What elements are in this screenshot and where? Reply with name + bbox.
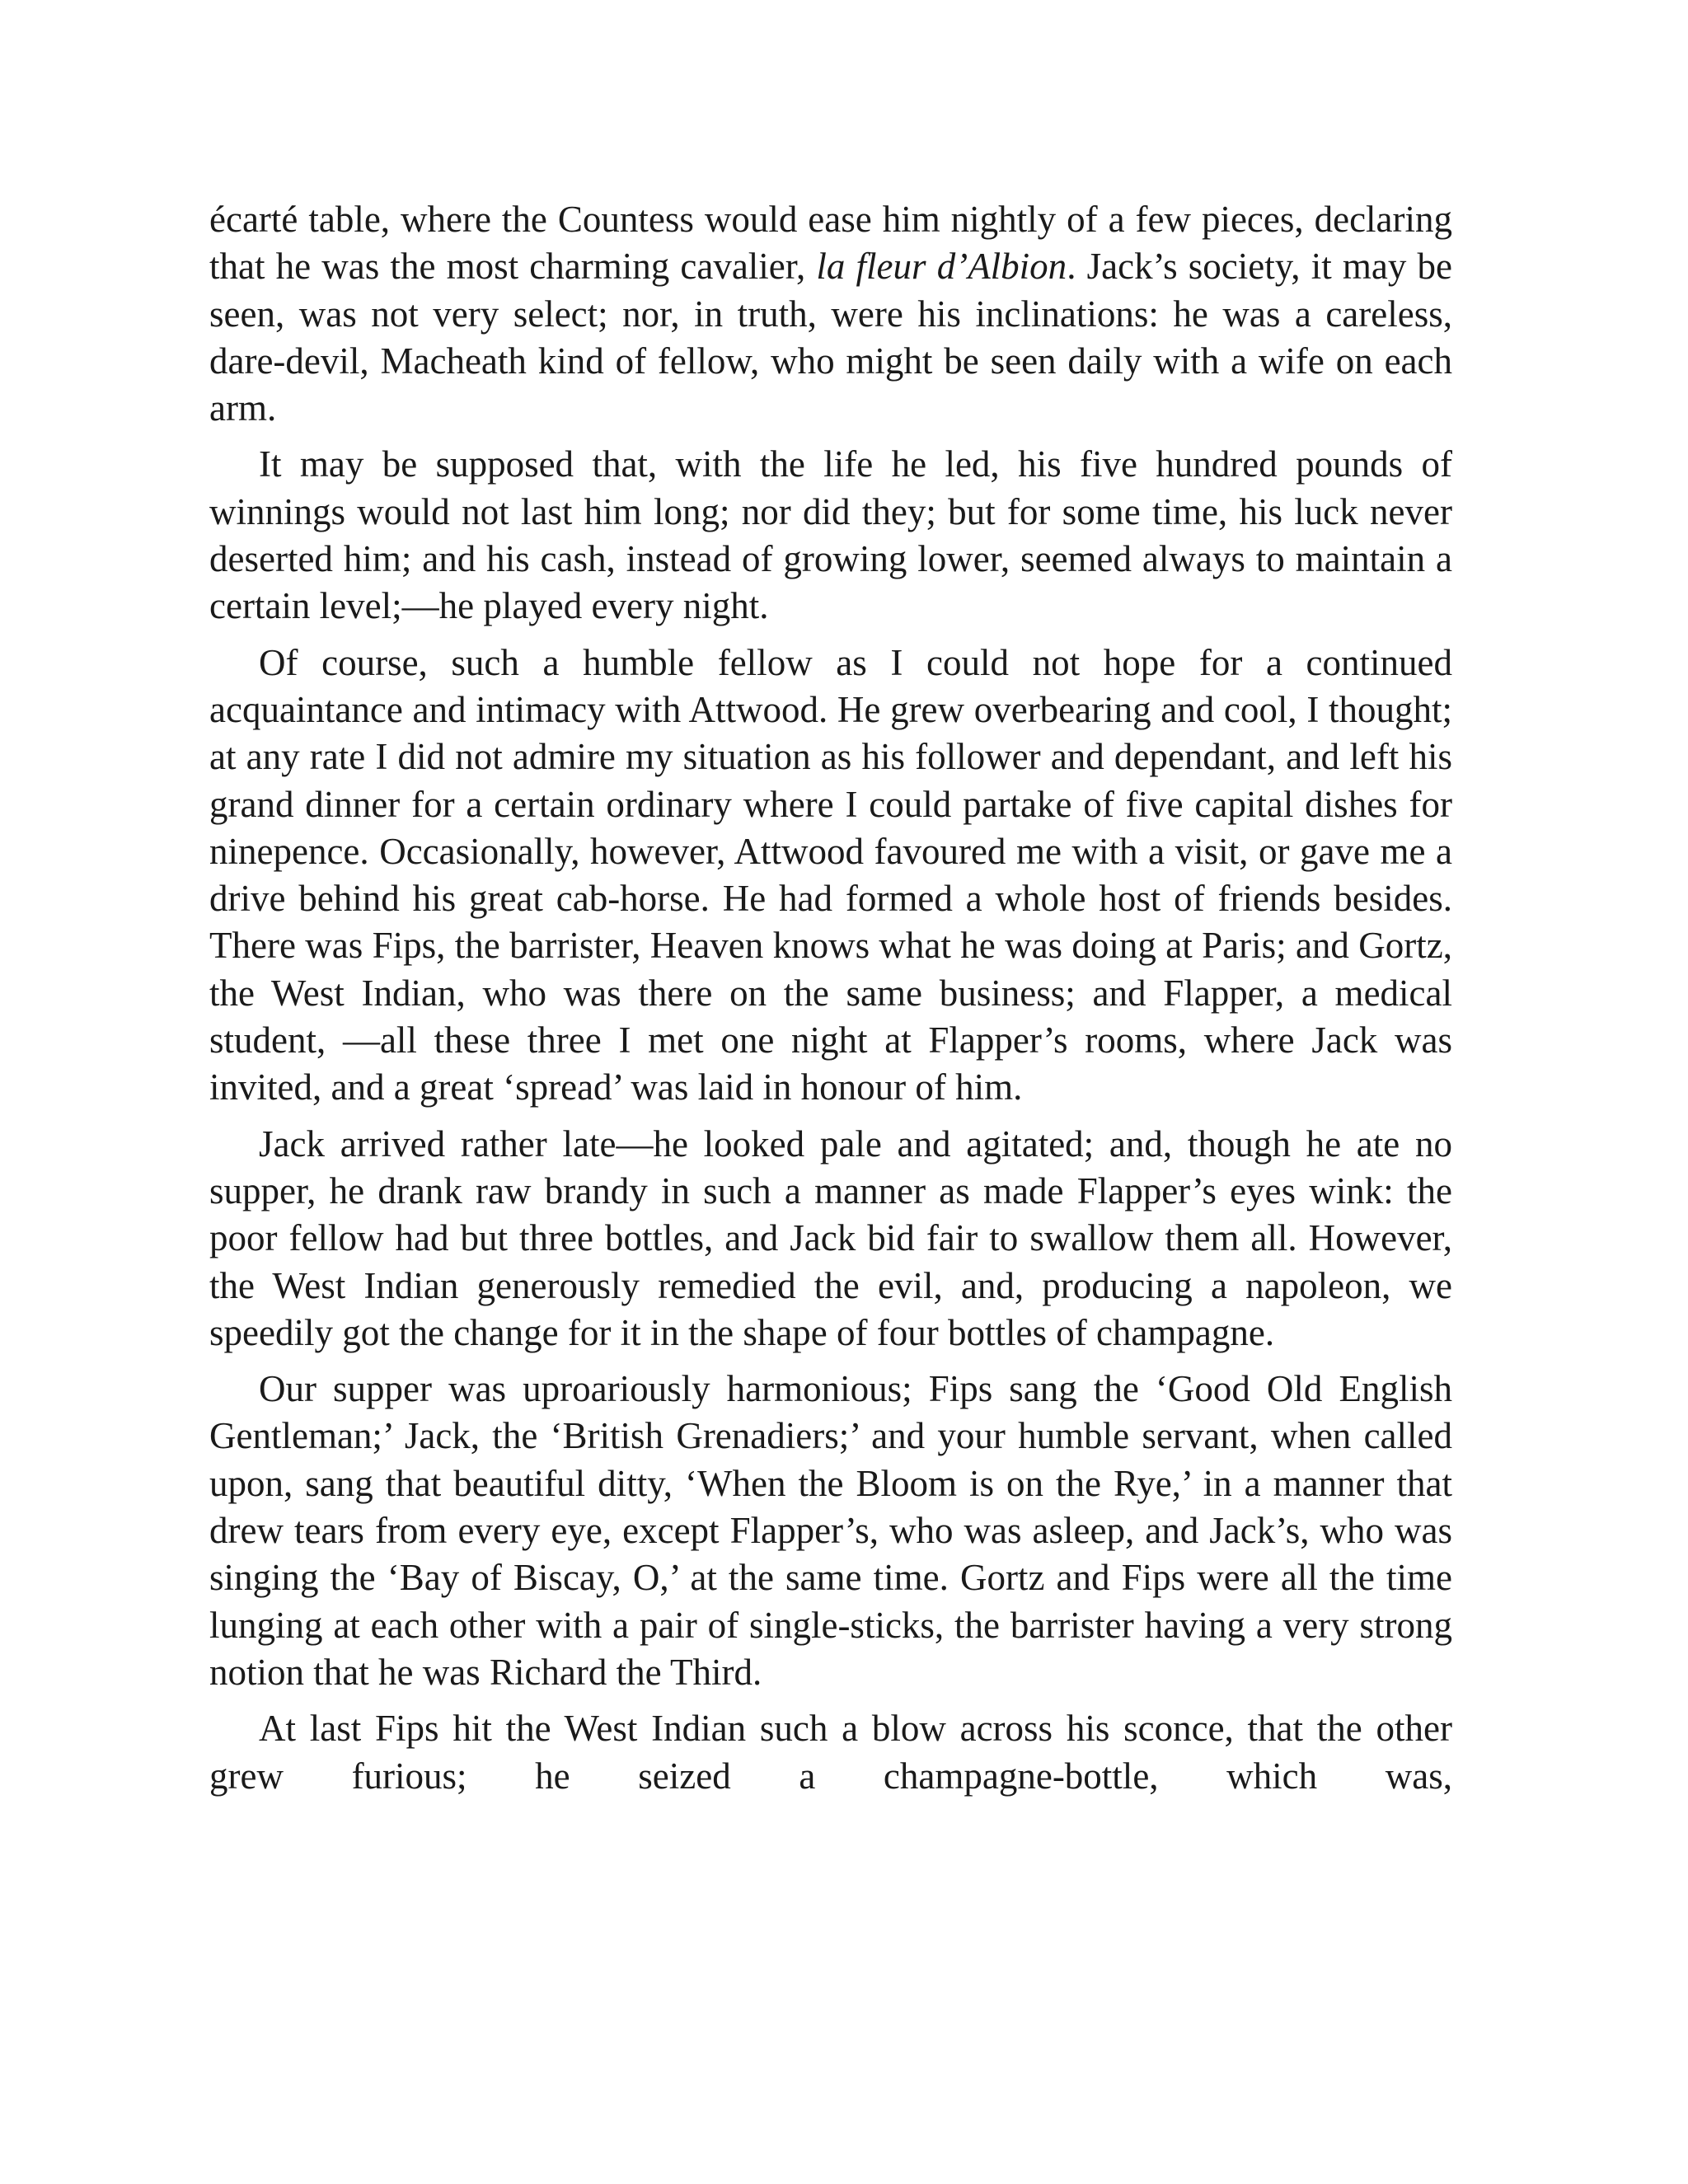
paragraph-3	[209, 640, 1452, 1112]
paragraph-5-text: Our supper was uproariously harmonious; Fips sang the ‘Good Old English Gentleman;’ Jack, the ‘British Grenadiers;’ and your humble servant, when called upon, sang that beautiful ditty, ‘When the Bloom is on the Rye,’ in a manner that drew tears from every eye, except Flapper’s, who was asleep, and Jack’s, who was singing the ‘Bay of Biscay, O,’ at the same time. Gortz and Fips were all the time lunging at each other with a pair of single-sticks, the barrister having a very strong notion that he was Richard the Third.	[209, 1368, 1452, 1693]
paragraph-2-text: It may be supposed that, with the life he led, his five hundred pounds of winnings would not last him long; nor did they; but for some time, his luck never deserted him; and his cash, instead of growing lower, seemed always to maintain a certain level;—he played every night.	[209, 443, 1452, 627]
book-page	[209, 196, 1452, 1809]
paragraph-3-text: Of course, such a humble fellow as I could not hope for a continued acquaintance and intimacy with Attwood. He grew overbearing and cool, I thought; at any rate I did not admire my situation as his follower and dependant, and left his grand dinner for a certain ordinary where I could partake of five capital dishes for ninepence. Occasionally, however, Attwood favoured me with a visit, or gave me a drive behind his great cab-horse. He had formed a whole host of friends besides. There was Fips, the barrister, Heaven knows what he was doing at Paris; and Gortz, the West Indian, who was there on the same business; and Flapper, a medical student, —all these three I met one night at Flapper’s rooms, where Jack was invited, and a great ‘spread’ was laid in honour of him.	[209, 641, 1452, 1108]
paragraph-6-text: At last Fips hit the West Indian such a blow across his sconce, that the other grew furious; he seized a champagne-bottle, which was,	[209, 1708, 1452, 1797]
paragraph-1-text-b: . Jack’s society, it may be seen, was not very select; nor, in truth, were his inclinations: he was a careless, dare-devil, Macheath kind of fellow, who might be seen daily with a wife on each arm.	[209, 246, 1452, 429]
paragraph-1-italic-phrase: la fleur d’Albion	[816, 246, 1067, 288]
paragraph-5	[209, 1366, 1452, 1696]
paragraph-2	[209, 441, 1452, 630]
paragraph-1	[209, 196, 1452, 432]
paragraph-4	[209, 1121, 1452, 1357]
paragraph-1-text-a: écarté table, where the Countess would ease him nightly of a few pieces, declaring that he was the most charming cavalier,	[209, 199, 1452, 288]
paragraph-6	[209, 1705, 1452, 1800]
paragraph-4-text: Jack arrived rather late—he looked pale and agitated; and, though he ate no supper, he drank raw brandy in such a manner as made Flapper’s eyes wink: the poor fellow had but three bottles, and Jack bid fair to swallow them all. However, the West Indian generously remedied the evil, and, producing a napoleon, we speedily got the change for it in the shape of four bottles of champagne.	[209, 1122, 1452, 1353]
